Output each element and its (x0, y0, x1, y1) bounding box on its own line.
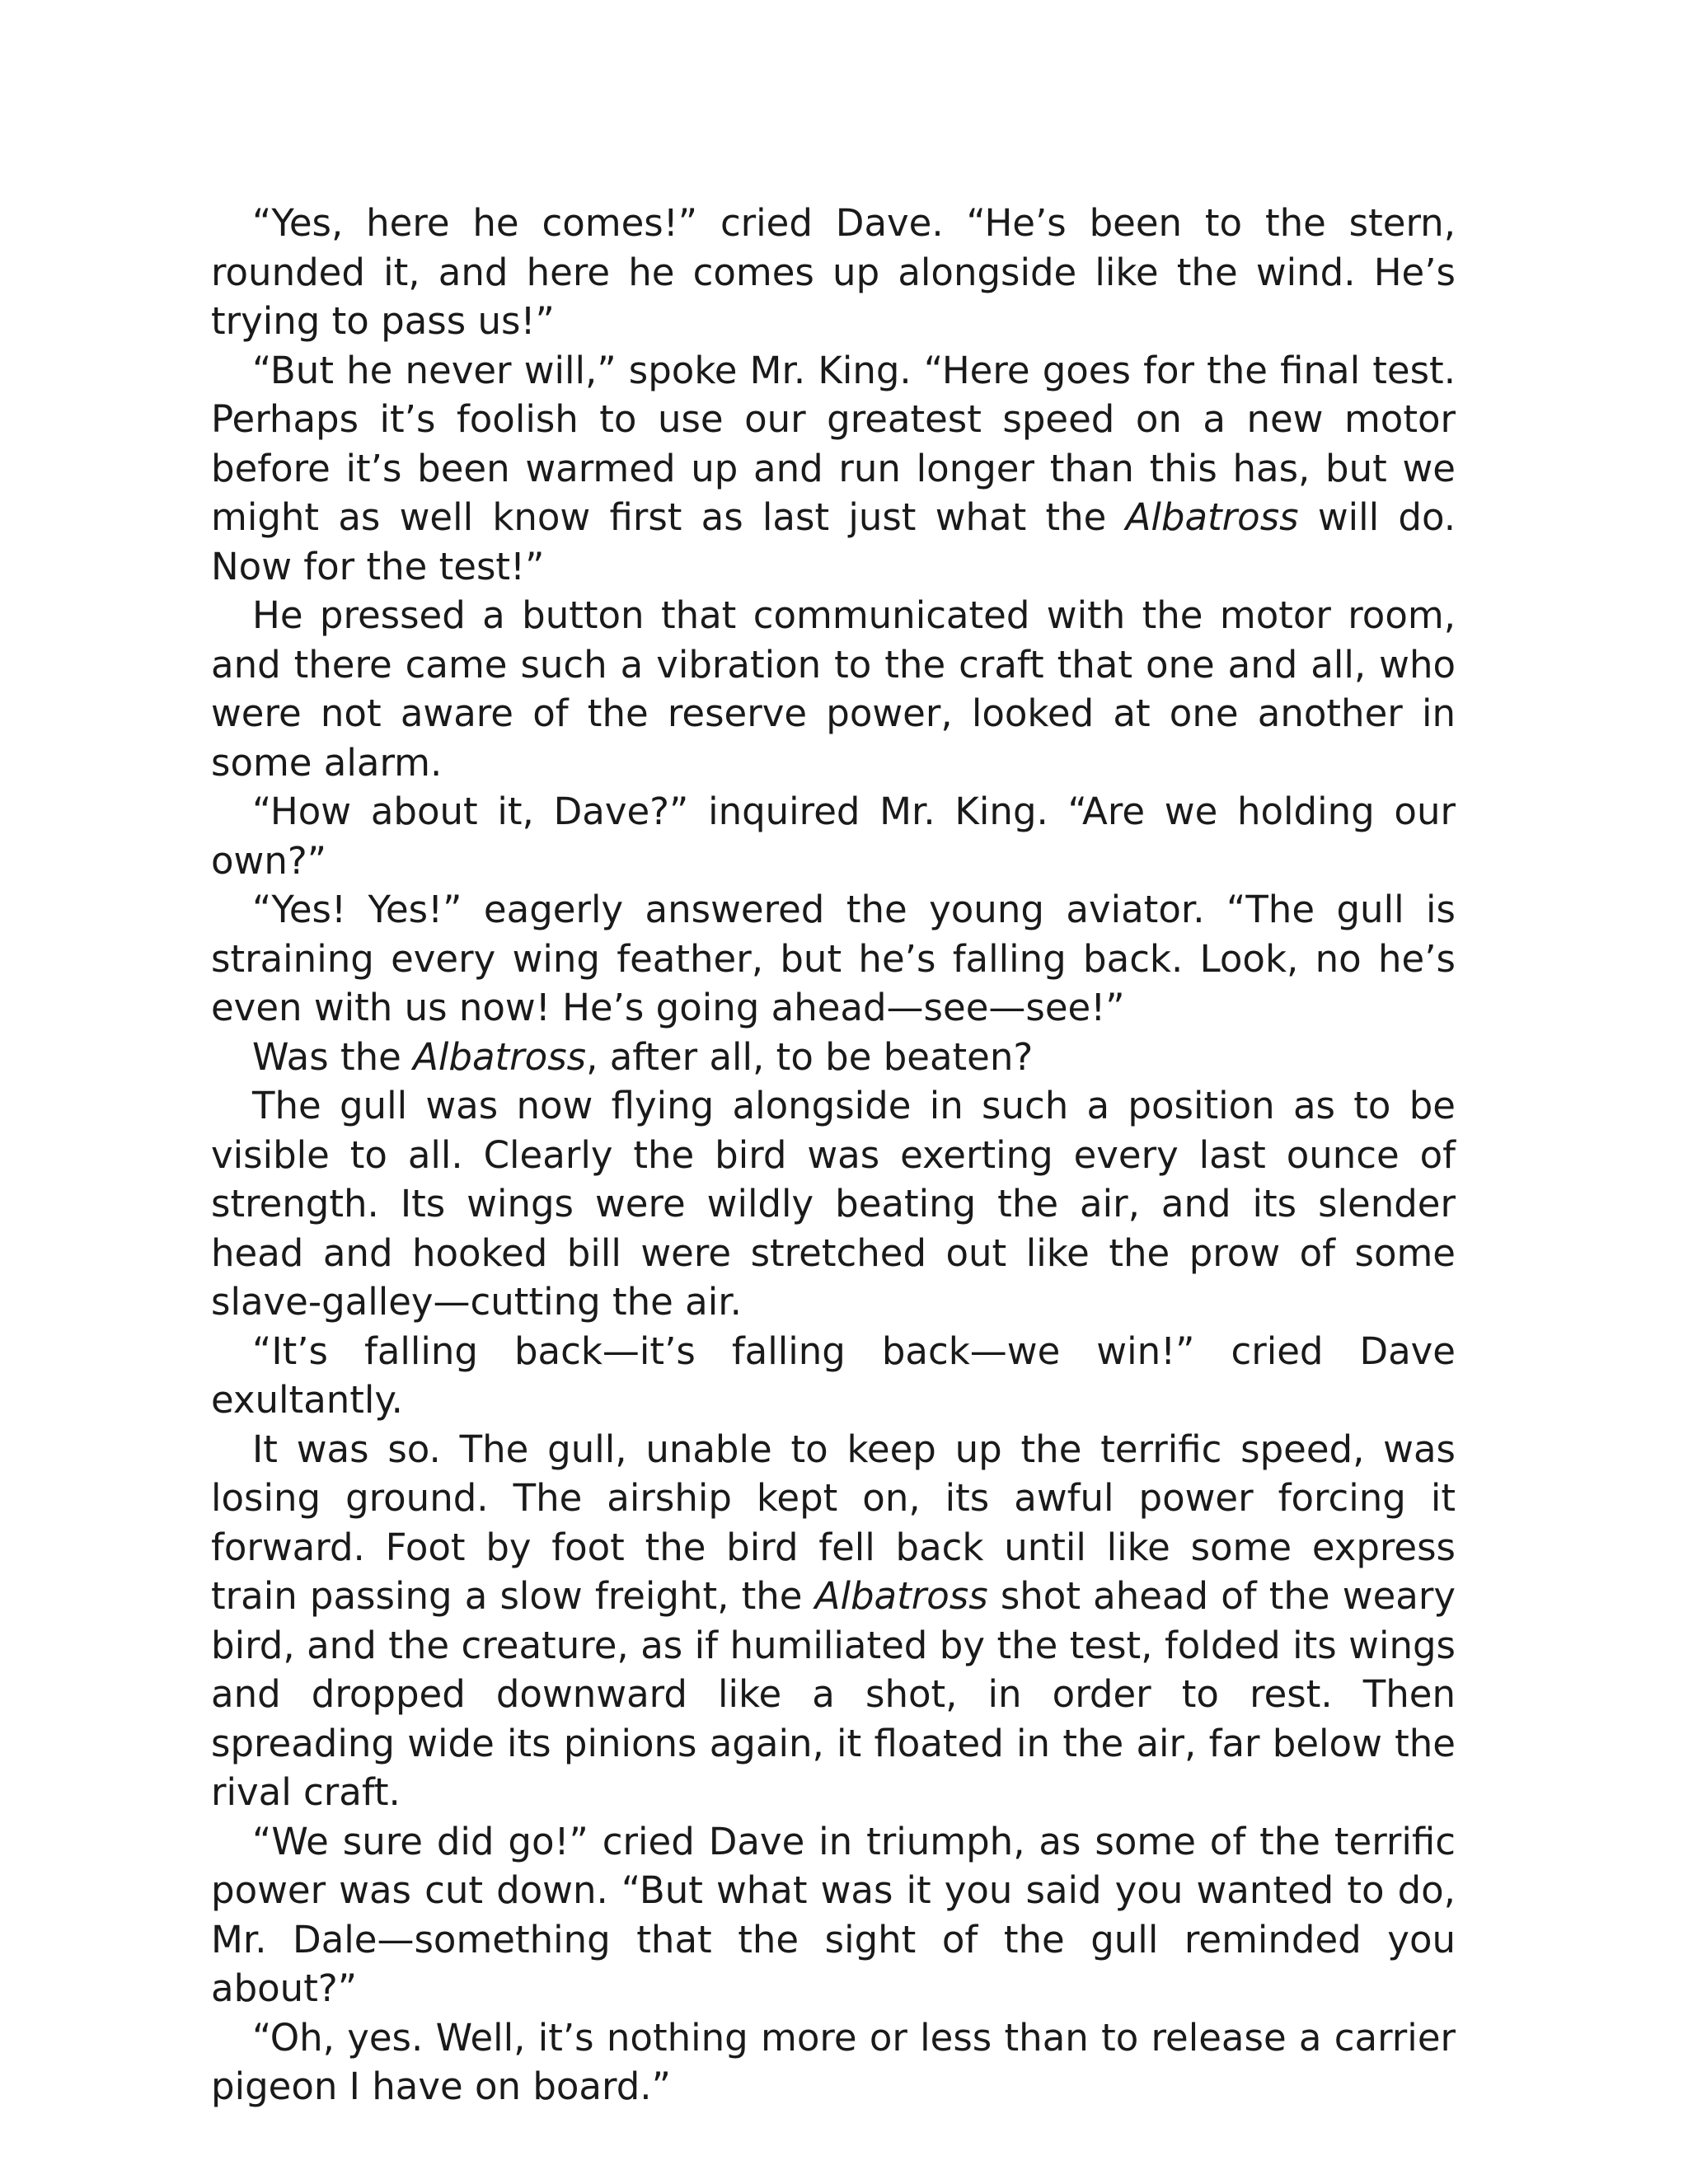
paragraph: “Oh, yes. Well, it’s nothing more or less than to release a carrier pigeon I have on board.” (211, 2015, 1456, 2108)
paragraph: “Yes! Yes!” eagerly answered the young aviator. “The gull is straining every wing feather, but he’s falling back. Look, no he’s even with us now! He’s going ahead—see—see!” (211, 888, 1456, 1029)
paragraph: The gull was now flying alongside in such a position as to be visible to all. Clearly the bird was exerting every last ounce of strength. Its wings were wildly beating the air, and its slender head and hooked bill were stretched out like the prow of some slave-galley—cutting the air. (211, 1084, 1456, 1324)
page-body (211, 199, 1456, 2111)
paragraph: It was so. The gull, unable to keep up the terrific speed, was losing ground. The airship kept on, its awful power forcing it forward. Foot by foot the bird fell back until like some express train passing a slow freight, the Albatross shot ahead of the weary bird, and the creature, as if humiliated by the test, folded its wings and dropped downward like a shot, in order to rest. Then spreading wide its pinions again, it floated in the air, far below the rival craft. (211, 1427, 1456, 1814)
paragraph: “But he never will,” spoke Mr. King. “Here goes for the final test. Perhaps it’s foolish to use our greatest speed on a new motor before it’s been warmed up and run longer than this has, but we might as well know first as last just what the Albatross will do. Now for the test!” (211, 348, 1456, 588)
paragraph: “How about it, Dave?” inquired Mr. King. “Are we holding our own?” (211, 790, 1456, 883)
paragraph: “It’s falling back—it’s falling back—we win!” cried Dave exultantly. (211, 1329, 1456, 1422)
ship-name-italic: Albatross (814, 1574, 988, 1618)
paragraph: “We sure did go!” cried Dave in triumph, as some of the terrific power was cut down. “But what was it you said you wanted to do, Mr. Dale—something that the sight of the gull reminded you about?” (211, 1819, 1456, 2010)
paragraph: “Yes, here he comes!” cried Dave. “He’s been to the stern, rounded it, and here he comes up alongside like the wind. He’s trying to pass us!” (211, 201, 1456, 343)
ship-name-italic: Albatross (1125, 495, 1299, 539)
ship-name-italic: Albatross (413, 1034, 587, 1079)
paragraph: Was the Albatross, after all, to be beaten? (252, 1034, 1034, 1079)
paragraph: He pressed a button that communicated with the motor room, and there came such a vibration to the craft that one and all, who were not aware of the reserve power, looked at one another in some alarm. (211, 593, 1456, 785)
